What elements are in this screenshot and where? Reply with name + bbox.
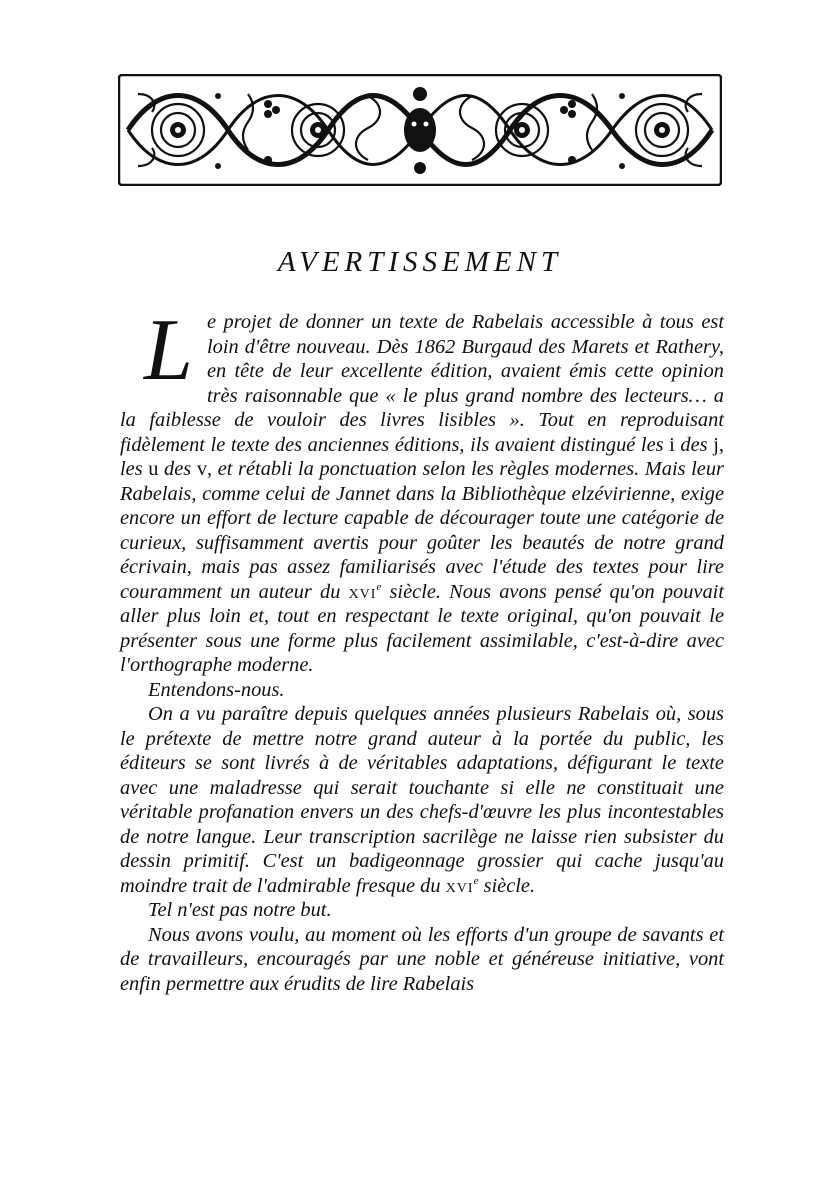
paragraph-adaptations bbox=[120, 702, 724, 898]
text-run: On a vu paraître depuis quelques années plusieurs Rabelais où, sous le prétexte de mettre notre grand auteur à la portée du public, les éditeurs se sont livrés à de véritables adaptations, défigurant le texte avec une maladresse qui serait touchante si elle ne constituait une véritable profanation envers un des chefs-d'œuvre les plus incontestables de notre langue. Leur transcription sacrilège ne laisse rien subsister du dessin primitif. C'est un badigeonnage grossier qui cache jusqu'au moindre trait de l'admirable fresque du bbox=[120, 703, 724, 897]
text-run: , les bbox=[120, 433, 724, 480]
roman-letter: j bbox=[713, 433, 719, 456]
floral-vine-header-ornament bbox=[118, 74, 722, 186]
century-numeral: xvi bbox=[348, 580, 377, 603]
roman-letter: u bbox=[148, 458, 159, 480]
paragraph-intro bbox=[120, 302, 724, 678]
roman-letter: i bbox=[669, 433, 675, 456]
text-run: e projet de donner un texte de Rabelais accessible à tous est loin d'être nouveau. Dès 1862 Burgaud des Marets et Rathery, en tête de leur excellente édition, avaient émis cette opinion très raisonnable que « le plus grand nombre des lecteurs… a la faiblesse de vouloir des livres lisibles ». Tout en reproduisant fidèlement le texte des anciennes éditions, ils avaient distingué les bbox=[120, 311, 724, 456]
text-run: siècle. bbox=[478, 874, 536, 897]
paragraph-but: Tel n'est pas notre but. bbox=[148, 899, 332, 921]
text-run: des bbox=[158, 458, 197, 480]
page-title: AVERTISSEMENT bbox=[277, 246, 563, 278]
century-numeral: xvi bbox=[445, 874, 474, 897]
superscript: e bbox=[376, 580, 382, 593]
paragraph-entendons: Entendons-nous. bbox=[148, 678, 285, 701]
body-text bbox=[120, 302, 724, 996]
superscript: e bbox=[473, 874, 479, 887]
paragraph-nous-avons-voulu: Nous avons voulu, au moment où les efforts d'un groupe de savants et de travailleurs, encouragés par une noble et généreuse initiative, vont enfin permettre aux érudits de lire Rabelais bbox=[120, 923, 724, 995]
drop-cap: L bbox=[144, 302, 193, 399]
text-run: , et rétabli la ponctuation selon les règles modernes. Mais leur Rabelais, comme celui de Jannet dans la Bibliothèque elzévirienne, exige encore un effort de lecture capable de décourager toute une catégorie de curieux, suffisamment avertis pour goûter les beautés de notre grand écrivain, mais pas assez familiarisés avec l'étude des textes pour lire couramment un auteur du bbox=[120, 458, 724, 603]
roman-letter: v bbox=[196, 458, 208, 480]
text-run: des bbox=[674, 433, 714, 456]
text-run: siècle. Nous avons pensé qu'on pouvait aller plus loin et, tout en respectant le texte original, qu'on pouvait le présenter sous une forme plus facilement assimilable, c'est-à-dire avec l'orthographe moderne. bbox=[120, 580, 724, 676]
